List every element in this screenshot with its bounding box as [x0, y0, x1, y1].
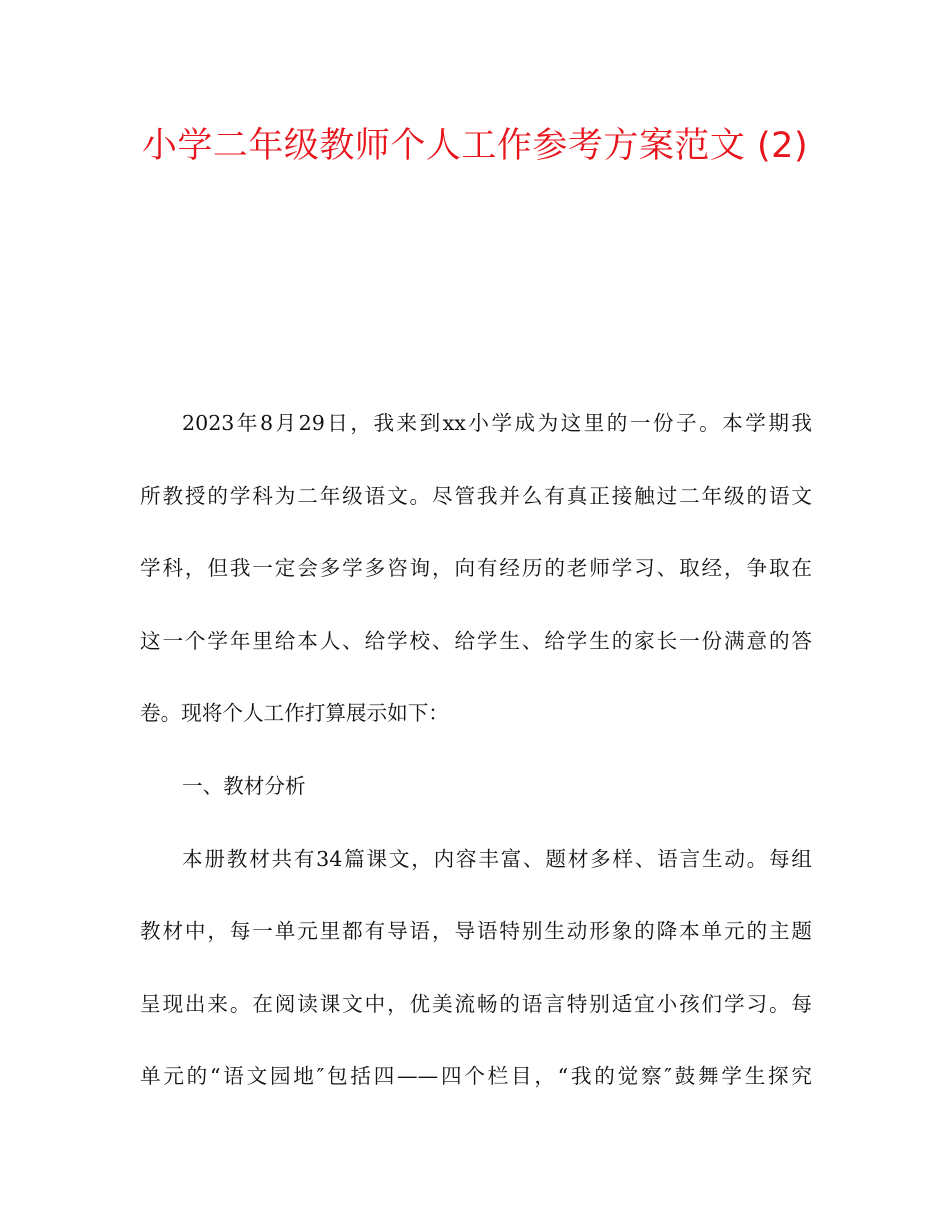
paragraph-line: 单元的“语文园地″包括四——四个栏目，“我的觉察″鼓舞学生探究 [140, 1064, 812, 1089]
paragraph-line: 呈现出来。在阅读课文中，优美流畅的语言特别适宜小孩们学习。每 [140, 991, 812, 1016]
document-body [140, 387, 812, 1113]
section-heading: 一、教材分析 [182, 773, 306, 798]
paragraph-line: 教材中，每一单元里都有导语，导语特别生动形象的降本单元的主题 [140, 919, 812, 944]
document-title: 小学二年级教师个人工作参考方案范文 (2) [141, 126, 809, 166]
paragraph-line: 这一个学年里给本人、给学校、给学生、给学生的家长一份满意的答 [140, 628, 812, 653]
paragraph-line: 2023年8月29日，我来到xx小学成为这里的一份子。本学期我 [182, 411, 812, 435]
paragraph-line: 本册教材共有34篇课文，内容丰富、题材多样、语言生动。每组 [182, 846, 812, 871]
paragraph-line: 学科，但我一定会多学多咨询，向有经历的老师学习、取经，争取在 [140, 556, 812, 581]
paragraph-line: 所教授的学科为二年级语文。尽管我并么有真正接触过二年级的语文 [140, 483, 812, 508]
paragraph-line: 卷。现将个人工作打算展示如下： [140, 701, 449, 726]
